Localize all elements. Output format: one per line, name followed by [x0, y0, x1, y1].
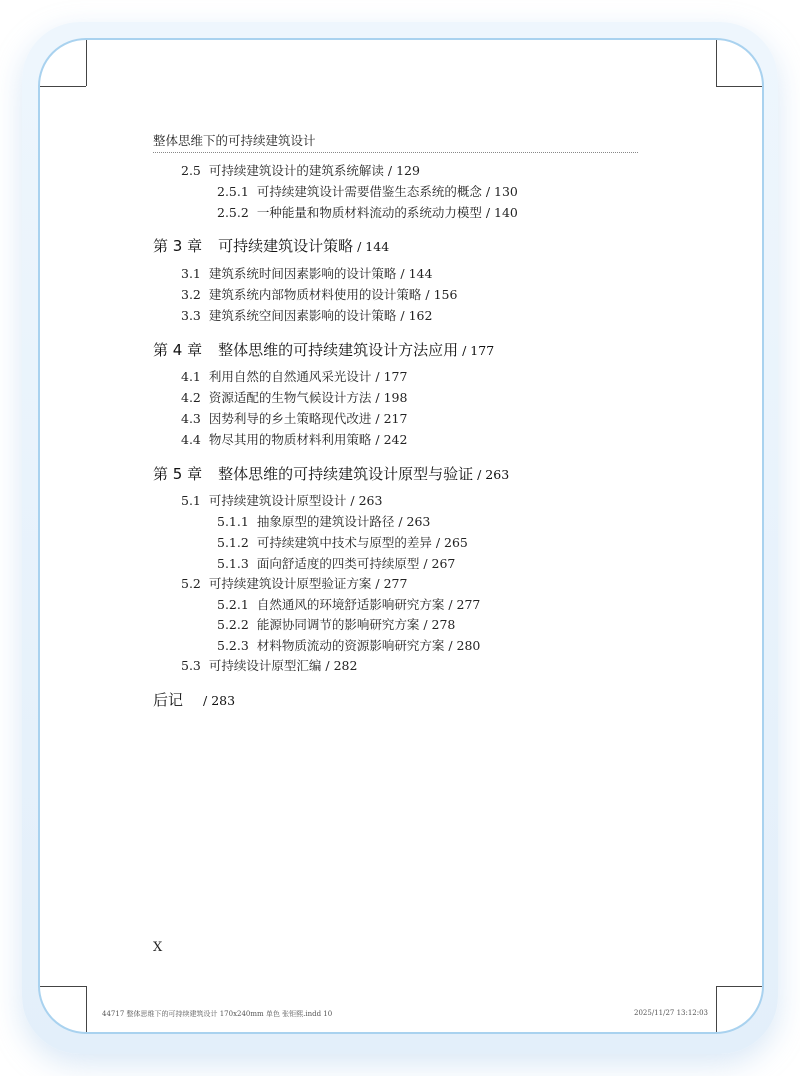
- toc-number: 5.2: [181, 576, 201, 591]
- toc-title: 整体思维的可持续建筑设计方法应用: [218, 341, 459, 359]
- toc-chapter: [153, 340, 494, 361]
- toc-section: [181, 162, 420, 180]
- toc-title: 可持续建筑中技术与原型的差异: [256, 535, 432, 550]
- crop-mark: [716, 40, 717, 86]
- toc-number: 5.3: [181, 658, 201, 673]
- toc-section: [181, 368, 407, 386]
- toc-number: 5.1: [181, 493, 201, 508]
- toc-number: 后记: [153, 691, 184, 709]
- toc-number: 5.1.2: [217, 535, 249, 550]
- document-page: [38, 38, 764, 1034]
- slug-file-info: 44717 整体思维下的可持续建筑设计 170x240mm 单色 张钜熙.indd 10: [102, 1010, 333, 1018]
- toc-page-number: / 144: [400, 266, 433, 281]
- toc-page-number: / 277: [448, 597, 481, 612]
- toc-number: 4.4: [181, 432, 201, 447]
- toc-subsection: [217, 513, 430, 531]
- toc-section: [181, 307, 432, 325]
- toc-title: 整体思维的可持续建筑设计原型与验证: [218, 465, 474, 483]
- toc-title: 能源协同调节的影响研究方案: [256, 617, 420, 632]
- toc-page-number: / 277: [375, 576, 408, 591]
- toc-page-number: / 217: [375, 411, 408, 426]
- toc-title: 可持续建筑设计原型设计: [208, 493, 347, 508]
- slug-timestamp: 2025/11/27 13:12:03: [634, 1009, 709, 1017]
- toc-number: 5.2.3: [217, 638, 249, 653]
- toc-page-number: / 198: [375, 390, 408, 405]
- toc-title: 一种能量和物质材料流动的系统动力模型: [256, 205, 482, 220]
- toc-number: 4.2: [181, 390, 201, 405]
- toc-section: [181, 431, 407, 449]
- toc-chapter: [153, 690, 235, 711]
- toc-number: 2.5.1: [217, 184, 249, 199]
- crop-mark: [716, 86, 762, 87]
- toc-page-number: / 129: [387, 163, 420, 178]
- toc-title: 自然通风的环境舒适影响研究方案: [256, 597, 445, 612]
- toc-number: 第 5 章: [153, 465, 203, 483]
- crop-mark: [86, 40, 87, 86]
- toc-page-number: / 162: [400, 308, 433, 323]
- toc-page-number: / 130: [485, 184, 518, 199]
- toc-title: 可持续建筑设计的建筑系统解读: [208, 163, 384, 178]
- toc-title: 因势利导的乡土策略现代改进: [208, 411, 372, 426]
- toc-section: [181, 410, 407, 428]
- toc-subsection: [217, 534, 468, 552]
- toc-subsection: [217, 637, 480, 655]
- toc-page-number: / 144: [357, 239, 390, 254]
- toc-title: 材料物质流动的资源影响研究方案: [256, 638, 445, 653]
- toc-number: 5.2.1: [217, 597, 249, 612]
- toc-page-number: / 280: [448, 638, 481, 653]
- toc-page-number: / 177: [462, 343, 495, 358]
- crop-mark: [86, 986, 87, 1032]
- toc-title: 建筑系统时间因素影响的设计策略: [208, 266, 397, 281]
- toc-section: [181, 265, 432, 283]
- toc-title: 建筑系统空间因素影响的设计策略: [208, 308, 397, 323]
- toc-number: 2.5.2: [217, 205, 249, 220]
- toc-number: 2.5: [181, 163, 201, 178]
- toc-page-number: / 267: [423, 556, 456, 571]
- toc-chapter: [153, 236, 389, 257]
- crop-mark: [40, 986, 86, 987]
- toc-page-number: / 282: [325, 658, 358, 673]
- toc-subsection: [217, 616, 455, 634]
- toc-number: 第 4 章: [153, 341, 203, 359]
- toc-page-number: / 156: [425, 287, 458, 302]
- toc-number: 3.1: [181, 266, 201, 281]
- toc-page-number: / 263: [350, 493, 383, 508]
- toc-page-number: / 177: [375, 369, 408, 384]
- toc-title: 面向舒适度的四类可持续原型: [256, 556, 420, 571]
- toc-number: 3.3: [181, 308, 201, 323]
- toc-number: 4.1: [181, 369, 201, 384]
- toc-title: 可持续建筑设计策略: [218, 237, 354, 255]
- toc-title: 物尽其用的物质材料利用策略: [208, 432, 372, 447]
- toc-page-number: / 265: [435, 535, 468, 550]
- toc-page-number: / 283: [203, 693, 236, 708]
- toc-section: [181, 286, 457, 304]
- toc-title: 建筑系统内部物质材料使用的设计策略: [208, 287, 422, 302]
- toc-title: 可持续建筑设计需要借鉴生态系统的概念: [256, 184, 482, 199]
- toc-number: 第 3 章: [153, 237, 203, 255]
- toc-page-number: / 263: [477, 467, 510, 482]
- toc-section: [181, 389, 407, 407]
- toc-section: [181, 575, 407, 593]
- toc-subsection: [217, 204, 518, 222]
- toc-number: 4.3: [181, 411, 201, 426]
- toc-title: 资源适配的生物气候设计方法: [208, 390, 372, 405]
- toc-subsection: [217, 596, 480, 614]
- toc-title: 可持续建筑设计原型验证方案: [208, 576, 372, 591]
- toc-page-number: / 278: [423, 617, 456, 632]
- crop-mark: [40, 86, 86, 87]
- running-head: 整体思维下的可持续建筑设计: [153, 132, 638, 153]
- toc-number: 5.1.1: [217, 514, 249, 529]
- toc-title: 可持续设计原型汇编: [208, 658, 322, 673]
- toc-page-number: / 263: [398, 514, 431, 529]
- toc-number: 3.2: [181, 287, 201, 302]
- toc-title: 利用自然的自然通风采光设计: [208, 369, 372, 384]
- toc-title: 抽象原型的建筑设计路径: [256, 514, 395, 529]
- toc-chapter: [153, 464, 509, 485]
- toc-page-number: / 140: [485, 205, 518, 220]
- page-folio: X: [153, 940, 163, 955]
- toc-section: [181, 492, 382, 510]
- toc-subsection: [217, 183, 518, 201]
- toc-number: 5.2.2: [217, 617, 249, 632]
- toc-section: [181, 657, 357, 675]
- crop-mark: [716, 986, 762, 987]
- crop-mark: [716, 986, 717, 1032]
- toc-page-number: / 242: [375, 432, 408, 447]
- toc-subsection: [217, 555, 455, 573]
- toc-number: 5.1.3: [217, 556, 249, 571]
